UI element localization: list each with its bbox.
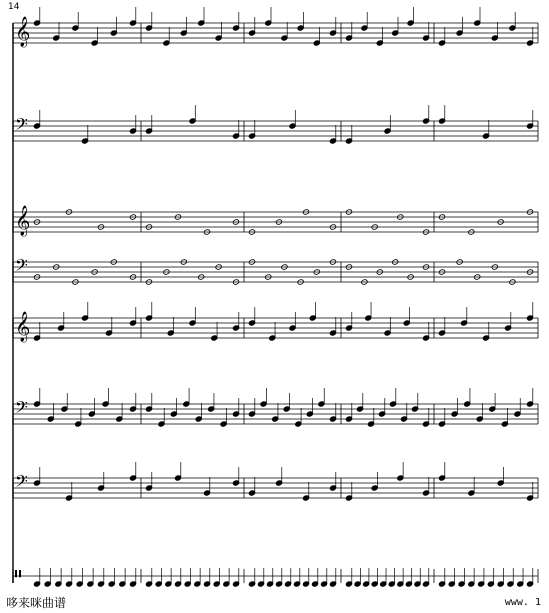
bass-clef: 𝄢 [15,471,28,495]
site-name: 哆来咪曲谱 [6,596,67,610]
bass-clef: 𝄢 [15,255,28,279]
treble-clef: 𝄞 [15,17,31,47]
treble-clef: 𝄞 [15,206,31,236]
staff-systems [13,7,538,587]
page-number: 14 [8,2,20,12]
treble-clef: 𝄞 [15,312,31,342]
bass-clef: 𝄢 [15,114,28,138]
bass-clef: 𝄢 [15,397,28,421]
percussion-clef: 𝄥 [15,562,21,586]
site-url: www. 1 [504,597,541,608]
